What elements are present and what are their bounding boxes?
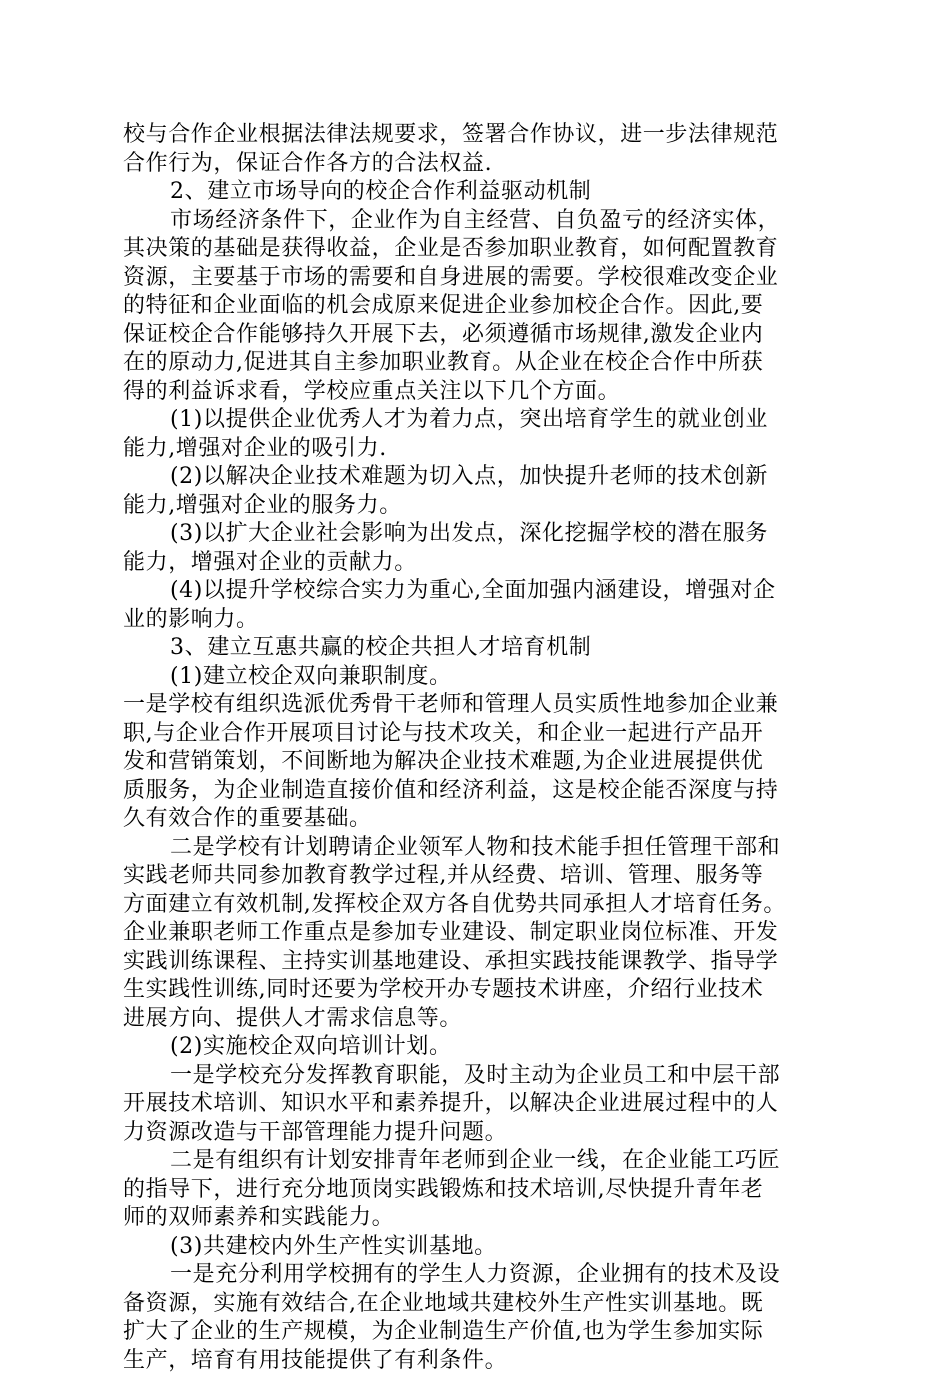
text-line: 合作行为，保证合作各方的合法权益. [123, 150, 829, 179]
text-line: 发和营销策划，不间断地为解决企业技术难题,为企业进展提供优 [123, 748, 829, 777]
text-line: 其决策的基础是获得收益，企业是否参加职业教育，如何配置教育 [123, 235, 829, 264]
text-line: 得的利益诉求看，学校应重点关注以下几个方面。 [123, 378, 829, 407]
text-line: 资源，主要基于市场的需要和自身进展的需要。学校很难改变企业 [123, 264, 829, 293]
text-line: 二是有组织有计划安排青年老师到企业一线，在企业能工巧匠 [123, 1147, 829, 1176]
text-line: 市场经济条件下，企业作为自主经营、自负盈亏的经济实体， [123, 207, 829, 236]
text-line: (3)共建校内外生产性实训基地。 [123, 1233, 829, 1262]
text-line: (2)实施校企双向培训计划。 [123, 1033, 829, 1062]
text-line: 2、建立市场导向的校企合作利益驱动机制 [123, 178, 829, 207]
text-line: 的指导下，进行充分地顶岗实践锻炼和技术培训,尽快提升青年老 [123, 1176, 829, 1205]
text-line: (1)以提供企业优秀人才为着力点，突出培育学生的就业创业 [123, 406, 829, 435]
text-line: 师的双师素养和实践能力。 [123, 1204, 829, 1233]
text-line: 扩大了企业的生产规模，为企业制造生产价值,也为学生参加实际 [123, 1318, 829, 1347]
text-line: 备资源，实施有效结合,在企业地域共建校外生产性实训基地。既 [123, 1290, 829, 1319]
text-line: (1)建立校企双向兼职制度。 [123, 663, 829, 692]
text-line: 久有效合作的重要基础。 [123, 805, 829, 834]
text-line: 一是学校有组织选派优秀骨干老师和管理人员实质性地参加企业兼 [123, 691, 829, 720]
text-line: 实践训练课程、主持实训基地建设、承担实践技能课教学、指导学 [123, 948, 829, 977]
text-line: (4)以提升学校综合实力为重心,全面加强内涵建设，增强对企 [123, 577, 829, 606]
text-line: 一是学校充分发挥教育职能，及时主动为企业员工和中层干部 [123, 1062, 829, 1091]
text-line: 质服务，为企业制造直接价值和经济利益，这是校企能否深度与持 [123, 777, 829, 806]
text-line: 能力，增强对企业的贡献力。 [123, 549, 829, 578]
text-line: 二是学校有计划聘请企业领军人物和技术能手担任管理干部和 [123, 834, 829, 863]
text-line: 企业兼职老师工作重点是参加专业建设、制定职业岗位标准、开发 [123, 919, 829, 948]
text-line: 进展方向、提供人才需求信息等。 [123, 1005, 829, 1034]
body-text [123, 121, 829, 1375]
text-line: 校与合作企业根据法律法规要求，签署合作协议，进一步法律规范 [123, 121, 829, 150]
text-line: 开展技术培训、知识水平和素养提升，以解决企业进展过程中的人 [123, 1090, 829, 1119]
text-line: 一是充分利用学校拥有的学生人力资源，企业拥有的技术及设 [123, 1261, 829, 1290]
text-line: 生产，培育有用技能提供了有利条件。 [123, 1347, 829, 1375]
text-line: 能力,增强对企业的服务力。 [123, 492, 829, 521]
text-line: 方面建立有效机制,发挥校企双方各自优势共同承担人才培育任务。 [123, 891, 829, 920]
text-line: (3)以扩大企业社会影响为出发点，深化挖掘学校的潜在服务 [123, 520, 829, 549]
text-line: (2)以解决企业技术难题为切入点，加快提升老师的技术创新 [123, 463, 829, 492]
text-line: 实践老师共同参加教育教学过程,并从经费、培训、管理、服务等 [123, 862, 829, 891]
text-line: 职,与企业合作开展项目讨论与技术攻关，和企业一起进行产品开 [123, 720, 829, 749]
text-line: 在的原动力,促进其自主参加职业教育。从企业在校企合作中所获 [123, 349, 829, 378]
text-line: 保证校企合作能够持久开展下去，必须遵循市场规律,激发企业内 [123, 321, 829, 350]
text-line: 生实践性训练,同时还要为学校开办专题技术讲座，介绍行业技术 [123, 976, 829, 1005]
text-line: 能力,增强对企业的吸引力. [123, 435, 829, 464]
text-line: 业的影响力。 [123, 606, 829, 635]
text-line: 3、建立互惠共赢的校企共担人才培育机制 [123, 634, 829, 663]
text-line: 力资源改造与干部管理能力提升问题。 [123, 1119, 829, 1148]
text-line: 的特征和企业面临的机会成原来促进企业参加校企合作。因此,要 [123, 292, 829, 321]
